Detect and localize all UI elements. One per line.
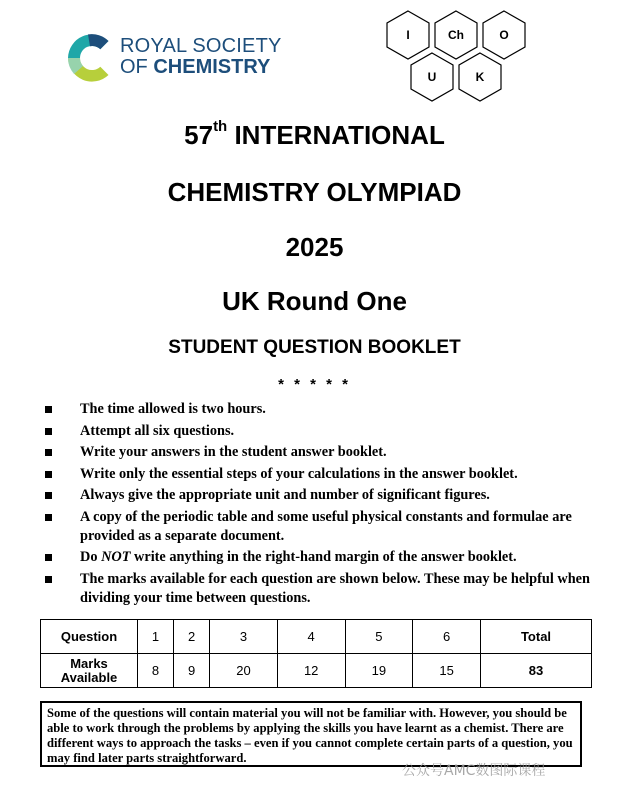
title-round: UK Round One — [222, 286, 407, 316]
title-line2: CHEMISTRY OLYMPIAD — [167, 177, 462, 207]
icho-cell-4: U — [427, 70, 437, 84]
divider-stars: * * * * * — [278, 376, 351, 393]
icho-uk-logo — [380, 6, 540, 110]
total-value: 83 — [481, 654, 592, 688]
icho-cell-1: I — [406, 28, 410, 42]
marks-table — [40, 619, 592, 688]
rsc-line2: OF CHEMISTRY — [120, 56, 271, 78]
icho-cell-2: Ch — [448, 28, 464, 42]
question-number: 4 — [277, 620, 345, 654]
instruction-item: A copy of the periodic table and some useful physical constants and formulae are provided as a separate document. — [42, 508, 602, 546]
total-header: Total — [481, 620, 592, 654]
question-number: 2 — [174, 620, 210, 654]
question-number: 1 — [138, 620, 174, 654]
bullet-square-icon — [45, 471, 52, 478]
instruction-item: Do NOT write anything in the right-hand margin of the answer booklet. — [42, 548, 602, 567]
bullet-square-icon — [45, 406, 52, 413]
icho-cell-3: O — [499, 28, 509, 42]
instructions-list — [42, 400, 602, 610]
bullet-square-icon — [45, 428, 52, 435]
bullet-square-icon — [45, 514, 52, 521]
rsc-c-mark — [68, 34, 109, 81]
marks-value: 8 — [138, 654, 174, 688]
marks-value: 9 — [174, 654, 210, 688]
rsc-line1: ROYAL SOCIETY — [120, 35, 282, 57]
bullet-square-icon — [45, 554, 52, 561]
instruction-item: Always give the appropriate unit and number of significant figures. — [42, 486, 602, 505]
marks-header: Marks Available — [41, 654, 138, 688]
rsc-wordmark — [120, 36, 282, 78]
marks-value: 20 — [210, 654, 278, 688]
instruction-item: The time allowed is two hours. — [42, 400, 602, 419]
bullet-square-icon — [45, 576, 52, 583]
marks-value: 12 — [277, 654, 345, 688]
instruction-item: Attempt all six questions. — [42, 422, 602, 441]
booklet-title: STUDENT QUESTION BOOKLET — [168, 337, 461, 358]
marks-value: 19 — [345, 654, 413, 688]
question-number: 5 — [345, 620, 413, 654]
question-number: 6 — [413, 620, 481, 654]
bullet-square-icon — [45, 492, 52, 499]
instruction-item: The marks available for each question are shown below. These may be helpful when dividing your time between questions. — [42, 570, 602, 608]
instruction-item: Write your answers in the student answer booklet. — [42, 443, 602, 462]
question-number: 3 — [210, 620, 278, 654]
icho-cell-5: K — [475, 70, 485, 84]
marks-value: 15 — [413, 654, 481, 688]
question-header: Question — [41, 620, 138, 654]
title-line1: 57th INTERNATIONAL — [184, 118, 445, 150]
table-row-marks — [41, 654, 592, 688]
watermark: 公众号AMC数图际课程 — [402, 763, 546, 779]
notice-box: Some of the questions will contain material you will not be familiar with. However, you should be able to work through the problems by applying the skills you have learnt as a chemist. There are different ways to approach the tasks – even if you cannot complete certain parts of a question, you may find later parts straightforward. — [40, 701, 582, 767]
table-row-questions — [41, 620, 592, 654]
instruction-item: Write only the essential steps of your calculations in the answer booklet. — [42, 465, 602, 484]
bullet-square-icon — [45, 449, 52, 456]
title-year: 2025 — [285, 232, 344, 262]
